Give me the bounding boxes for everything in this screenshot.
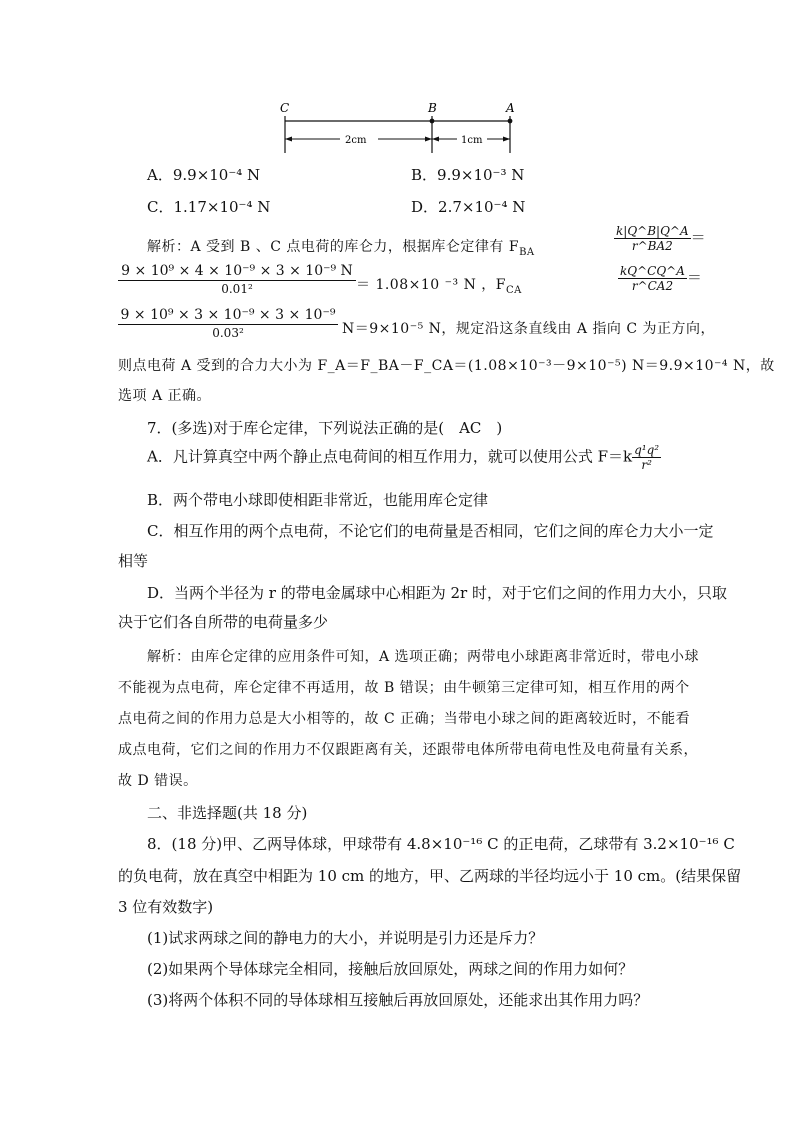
q8-part-2: (2)如果两个导体球完全相同，接触后放回原处，两球之间的作用力如何？ xyxy=(147,960,634,978)
option-a: A．9.9×10⁻⁴ N xyxy=(147,166,261,184)
q7-solution-line: 故 D 错误。 xyxy=(118,773,198,789)
dist-ba: 1cm xyxy=(461,135,483,146)
big-fraction-1: $\frac{\text{9 × 10⁹ × 4 × 10⁻⁹ × 3 × 10⁻⁹ N}}{\text{0.01²}}$ xyxy=(118,263,356,296)
option-d: D．2.7×10⁻⁴ N xyxy=(411,198,526,216)
arrow-cb-left xyxy=(285,137,292,142)
label-c: C xyxy=(280,101,290,115)
fraction-kqq-over-r2-ba: $\frac{k|Q\^{}B|Q\^{}A}{r\^{}BA2}$ ＝ xyxy=(616,224,706,253)
label-a: A xyxy=(506,101,515,115)
solution-line-5: 选项 A 正确。 xyxy=(118,388,212,404)
option-c: C．1.17×10⁻⁴ N xyxy=(147,198,271,216)
big-fraction-2: $\frac{\text{9 × 10⁹ × 3 × 10⁻⁹ × 3 × 10⁻⁹}}{\text{0.03²}}$ xyxy=(118,307,338,340)
q7-option-c-line2: 相等 xyxy=(118,552,149,570)
q7-option-d-line2: 决于它们各自所带的电荷量多少 xyxy=(118,613,329,631)
q7-option-d-line1: D．当两个半径为 r 的带电金属球中心相距为 2r 时，对于它们之间的作用力大小，只取 xyxy=(147,584,727,602)
option-b: B．9.9×10⁻³ N xyxy=(411,166,525,184)
q7-option-a: A．凡计算真空中两个静止点电荷间的相互作用力，就可以使用公式 F＝k $\frac{\text{q¹q²}}{\text{r²}}$ xyxy=(147,443,660,472)
q8-part-1: (1)试求两球之间的静电力的大小，并说明是引力还是斥力？ xyxy=(147,929,544,947)
arrow-ba-left xyxy=(432,137,439,142)
fraction-kqq-over-r2-ca: $\frac{kQ\^{}CQ\^{}A}{r\^{}CA2}$ ＝ xyxy=(620,264,702,293)
point-charge-diagram xyxy=(270,98,530,158)
result-2: N＝9×10⁻⁵ N，规定沿这条直线由 A 指向 C 为正方向， xyxy=(342,321,716,337)
q7-stem: 7．(多选)对于库仑定律，下列说法正确的是( AC ) xyxy=(147,419,503,437)
q8-line-1: 8．(18 分)甲、乙两导体球，甲球带有 4.8×10⁻¹⁶ C 的正电荷，乙球带有 3.2×10⁻¹⁶ C xyxy=(147,835,735,853)
solution-line-4: 则点电荷 A 受到的合力大小为 F_A＝F_BA－F_CA＝(1.08×10⁻³－9×10⁻⁵) N＝9.9×10⁻⁴ N，故 xyxy=(118,358,775,374)
q7-solution-line: 成点电荷，它们之间的作用力不仅跟距离有关，还跟带电体所带电荷电性及电荷量有关系， xyxy=(118,742,698,758)
arrow-ba-right xyxy=(503,137,510,142)
dist-cb: 2cm xyxy=(345,135,367,146)
arrow-cb-right xyxy=(425,137,432,142)
charge-dot-a xyxy=(508,119,513,124)
q8-line-2: 的负电荷，放在真空中相距为 10 cm 的地方，甲、乙两球的半径均远小于 10 cm。(结果保留 xyxy=(118,867,742,885)
q7-solution-line: 解析：由库仑定律的应用条件可知，A 选项正确；两带电小球距离非常近时，带电小球 xyxy=(147,649,700,665)
solution-lead: 解析：A 受到 B 、C 点电荷的库仑力，根据库仑定律有 $F_{BA}$ xyxy=(147,239,535,258)
q7-solution-line: 不能视为点电荷，库仑定律不再适用，故 B 错误；由牛顿第三定律可知，相互作用的两个 xyxy=(118,680,690,696)
q8-part-3: (3)将两个体积不同的导体球相互接触后再放回原处，还能求出其作用力吗？ xyxy=(147,991,649,1009)
q7-option-c-line1: C．相互作用的两个点电荷，不论它们的电荷量是否相同，它们之间的库仑力大小一定 xyxy=(147,522,714,540)
section-heading: 二、非选择题(共 18 分) xyxy=(147,804,308,822)
label-b: B xyxy=(428,101,437,115)
charge-dot-b xyxy=(430,119,435,124)
q7-solution-line: 点电荷之间的作用力总是大小相等的，故 C 正确；当带电小球之间的距离较近时，不能看 xyxy=(118,711,691,727)
q8-line-3: 3 位有效数字) xyxy=(118,898,214,916)
result-1: ＝ 1.08×10 ⁻³ N ，$F_{CA}$ xyxy=(356,277,522,296)
q7-option-b: B．两个带电小球即使相距非常近，也能用库仑定律 xyxy=(147,491,489,509)
